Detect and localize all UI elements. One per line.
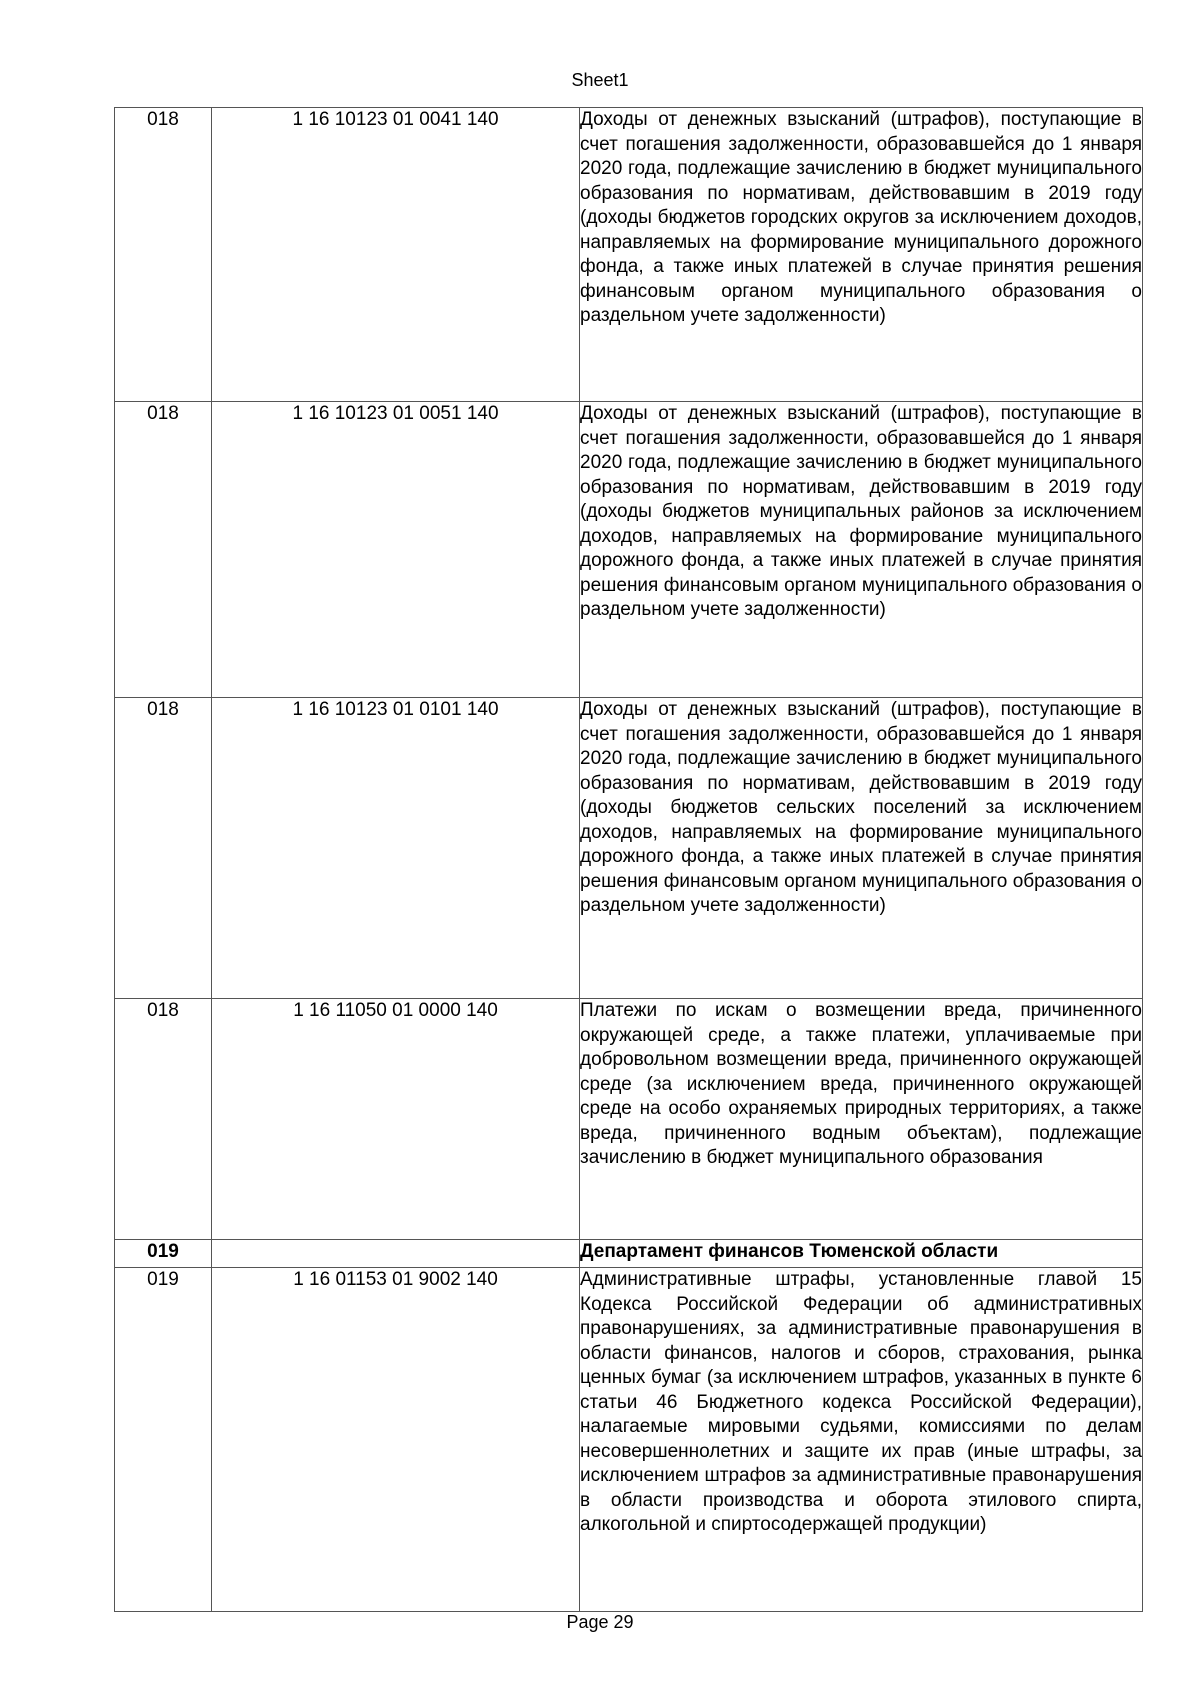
description-cell xyxy=(580,402,1143,698)
description-text: Доходы от денежных взысканий (штрафов), поступающие в счет погашения задолженности, образовавшейся до 1 января 2020 года, подлежащие зачислению в бюджет муниципального образования по нормативам, действовавшим в 2019 году (доходы бюджетов городских округов за исключением доходов, направляемых на формирование муниципального дорожного фонда, а также иных платежей в случае принятия решения финансовым органом муниципального образования о раздельном учете задолженности) xyxy=(580,109,1142,326)
page-number: Page 29 xyxy=(566,1612,634,1632)
kbk-code-cell: 1 16 11050 01 0000 140 xyxy=(212,999,580,1240)
kbk-code-cell: 1 16 10123 01 0051 140 xyxy=(212,402,580,698)
sheet-title: Sheet1 xyxy=(571,70,629,90)
admin-code-cell: 019 xyxy=(115,1268,212,1612)
kbk-code-cell: 1 16 01153 01 9002 140 xyxy=(212,1268,580,1612)
table-row xyxy=(115,999,1143,1240)
admin-code-cell: 018 xyxy=(115,108,212,402)
table-row-section-header xyxy=(115,1240,1143,1268)
description-cell xyxy=(580,999,1143,1240)
admin-code-cell: 019 xyxy=(115,1240,212,1268)
kbk-code-cell: 1 16 10123 01 0101 140 xyxy=(212,698,580,999)
table-row xyxy=(115,1268,1143,1612)
description-text: Платежи по искам о возмещении вреда, причиненного окружающей среде, а также платежи, уплачиваемые при добровольном возмещении вреда, причиненного окружающей среде (за исключением вреда, причиненного окружающей среде на особо охраняемых природных территориях, а также вреда, причиненного водным объектам), подлежащие зачислению в бюджет муниципального образования xyxy=(580,1000,1142,1168)
admin-code-cell: 018 xyxy=(115,698,212,999)
table-row xyxy=(115,698,1143,999)
table-row xyxy=(115,108,1143,402)
department-name-cell xyxy=(580,1240,1143,1268)
budget-codes-table xyxy=(114,107,1143,1612)
department-name: Департамент финансов Тюменской области xyxy=(580,1241,999,1262)
admin-code-cell: 018 xyxy=(115,999,212,1240)
description-text: Доходы от денежных взысканий (штрафов), поступающие в счет погашения задолженности, образовавшейся до 1 января 2020 года, подлежащие зачислению в бюджет муниципального образования по нормативам, действовавшим в 2019 году (доходы бюджетов сельских поселений за исключением доходов, направляемых на формирование муниципального дорожного фонда, а также иных платежей в случае принятия решения финансовым органом муниципального образования о раздельном учете задолженности) xyxy=(580,699,1142,916)
description-cell xyxy=(580,698,1143,999)
kbk-code-cell: 1 16 10123 01 0041 140 xyxy=(212,108,580,402)
description-cell xyxy=(580,1268,1143,1612)
kbk-code-cell xyxy=(212,1240,580,1268)
admin-code-cell: 018 xyxy=(115,402,212,698)
description-text: Доходы от денежных взысканий (штрафов), поступающие в счет погашения задолженности, образовавшейся до 1 января 2020 года, подлежащие зачислению в бюджет муниципального образования по нормативам, действовавшим в 2019 году (доходы бюджетов муниципальных районов за исключением доходов, направляемых на формирование муниципального дорожного фонда, а также иных платежей в случае принятия решения финансовым органом муниципального образования о раздельном учете задолженности) xyxy=(580,403,1142,620)
table-row xyxy=(115,402,1143,698)
description-cell xyxy=(580,108,1143,402)
description-text: Административные штрафы, установленные главой 15 Кодекса Российской Федерации об административных правонарушениях, за административные правонарушения в области финансов, налогов и сборов, страхования, рынка ценных бумаг (за исключением штрафов, указанных в пункте 6 статьи 46 Бюджетного кодекса Российской Федерации), налагаемые мировыми судьями, комиссиями по делам несовершеннолетних и защите их прав (иные штрафы, за исключением штрафов за административные правонарушения в области производства и оборота этилового спирта, алкогольной и спиртосодержащей продукции) xyxy=(580,1269,1142,1535)
